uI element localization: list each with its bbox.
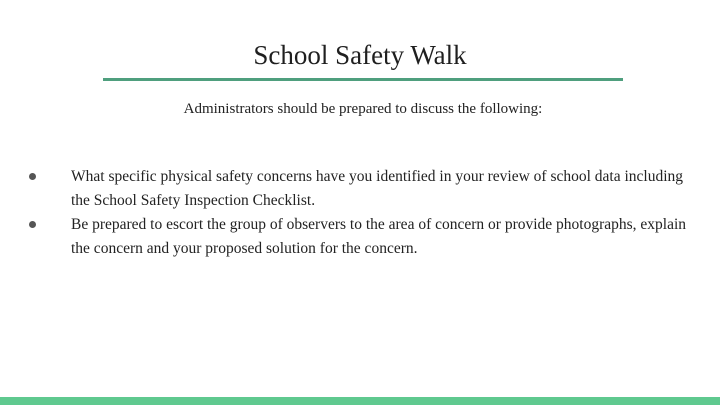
bullet-icon — [29, 173, 36, 180]
slide-subtitle: Administrators should be prepared to discuss the following: — [183, 101, 543, 117]
bullet-item — [29, 165, 689, 213]
title-underline — [103, 78, 623, 81]
bullet-text: Be prepared to escort the group of observers to the area of concern or provide photographs, explain the concern and your proposed solution for the concern. — [71, 216, 687, 257]
bullet-item — [29, 213, 689, 261]
footer-accent-bar — [0, 397, 720, 405]
bullet-text: What specific physical safety concerns have you identified in your review of school data including the School Safety Inspection Checklist. — [71, 168, 684, 209]
bullet-list — [29, 165, 689, 261]
bullet-icon — [29, 221, 36, 228]
slide-title: School Safety Walk — [253, 40, 467, 70]
